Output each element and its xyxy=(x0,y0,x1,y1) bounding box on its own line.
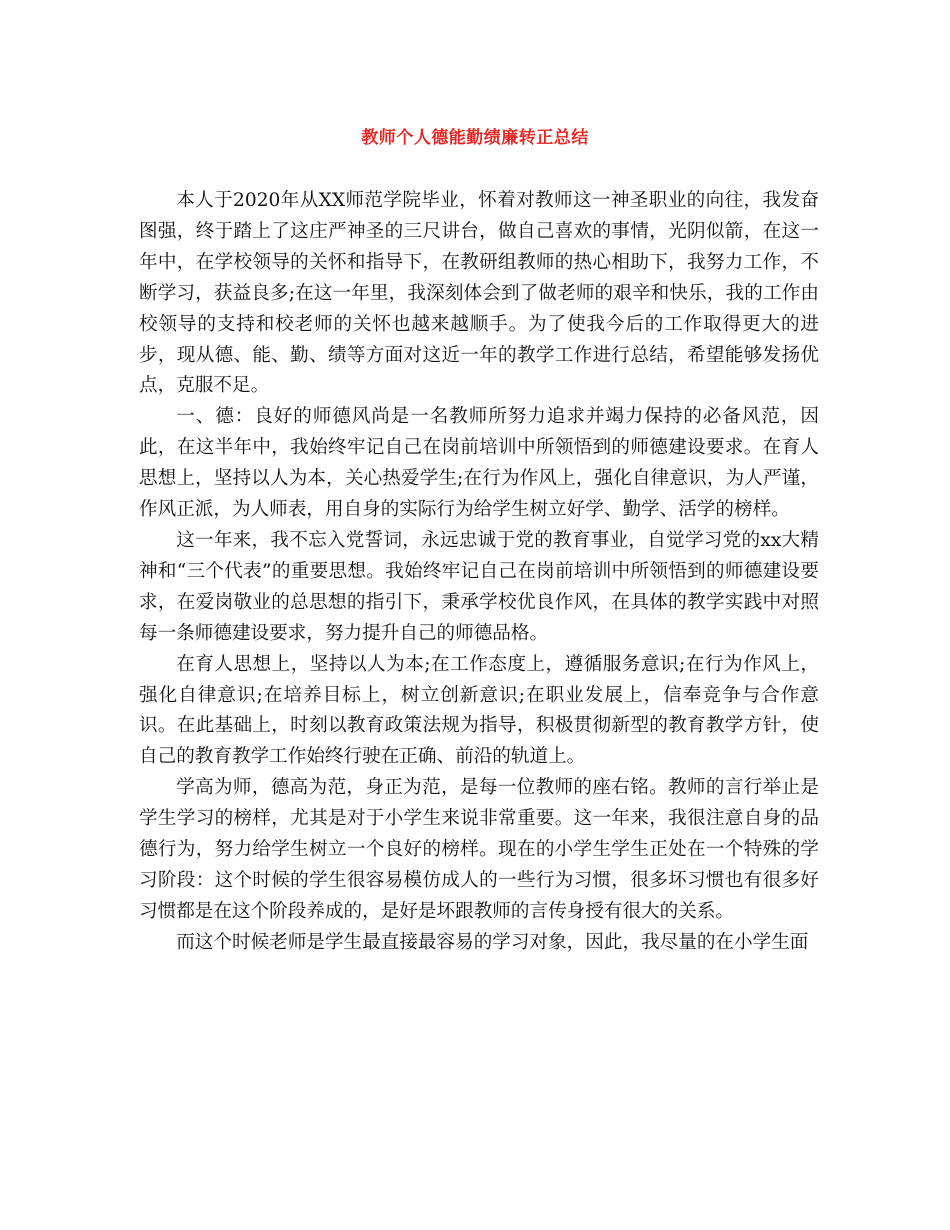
paragraph-intro: 本人于2020年从XX师范学院毕业，怀着对教师这一神圣职业的向往，我发奋图强，终于踏上了这庄严神圣的三尺讲台，做自己喜欢的事情，光阴似箭，在这一年中，在学校领导的关怀和指导下，在教研组教师的热心相助下，我努力工作，不断学习，获益良多;在这一年里，我深刻体会到了做老师的艰辛和快乐，我的工作由校领导的支持和校老师的关怀也越来越顺手。为了使我今后的工作取得更大的进步，现从德、能、勤、绩等方面对这近一年的教学工作进行总结，希望能够发扬优点，克服不足。 xyxy=(139,190,819,397)
paragraph-party-loyalty: 这一年来，我不忘入党誓词，永远忠诚于党的教育事业，自觉学习党的xx大精神和“三个代表”的重要思想。我始终牢记自己在岗前培训中所领悟到的师德建设要求，在爱岗敬业的总思想的指引下，秉承学校优良作风，在具体的教学实践中对照每一条师德建设要求，努力提升自己的师德品格。 xyxy=(139,529,819,644)
paragraph-continuation: 而这个时候老师是学生最直接最容易的学习对象，因此，我尽量的在小学生面 xyxy=(176,931,809,953)
document-title: 教师个人德能勤绩廉转正总结 xyxy=(361,128,589,148)
paragraph-role-model: 学高为师，德高为范，身正为范，是每一位教师的座右铭。教师的言行举止是学生学习的榜样，尤其是对于小学生来说非常重要。这一年来，我很注意自身的品德行为，努力给学生树立一个良好的榜样。现在的小学生学生正处在一个特殊的学习阶段：这个时候的学生很容易模仿成人的一些行为习惯，很多坏习惯也有很多好习惯都是在这个阶段养成的，是好是坏跟教师的言传身授有很大的关系。 xyxy=(139,777,819,922)
document-body xyxy=(139,186,819,959)
paragraph-educational-thought: 在育人思想上，坚持以人为本;在工作态度上，遵循服务意识;在行为作风上，强化自律意识;在培养目标上，树立创新意识;在职业发展上，信奉竞争与合作意识。在此基础上，时刻以教育政策法规为指导，积极贯彻新型的教育教学方针，使自己的教育教学工作始终行驶在正确、前沿的轨道上。 xyxy=(139,653,819,768)
paragraph-morality: 一、德：良好的师德风尚是一名教师所努力追求并竭力保持的必备风范，因此，在这半年中，我始终牢记自己在岗前培训中所领悟到的师德建设要求。在育人思想上，坚持以人为本，关心热爱学生;在行为作风上，强化自律意识，为人严谨，作风正派，为人师表，用自身的实际行为给学生树立好学、勤学、活学的榜样。 xyxy=(139,406,819,521)
